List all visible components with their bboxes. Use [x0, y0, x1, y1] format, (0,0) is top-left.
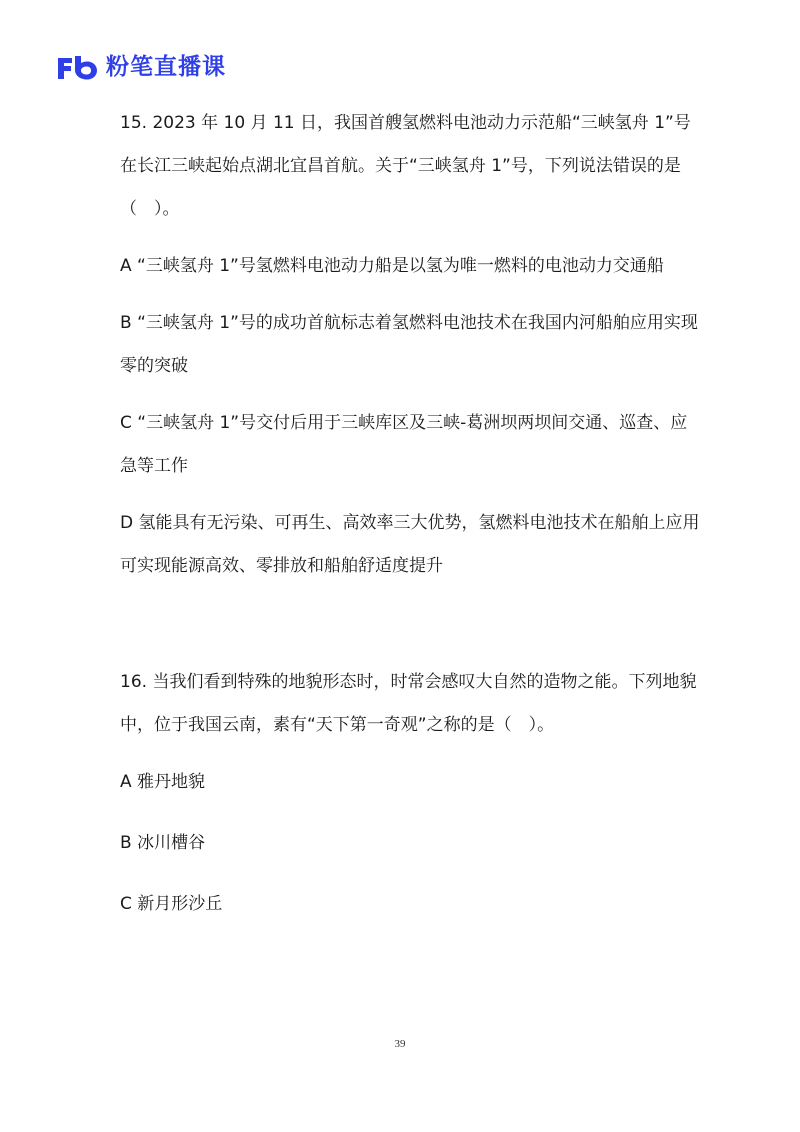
header-logo: [56, 50, 226, 84]
question-16-option-c: C 新月形沙丘: [120, 894, 223, 914]
question-16-stem: 16. 当我们看到特殊的地貌形态时，时常会感叹大自然的造物之能。下列地貌中，位于我国云南，素有“天下第一奇观”之称的是（ ）。: [120, 672, 697, 735]
question-content: [120, 102, 700, 944]
question-spacer: [120, 602, 700, 661]
page-number: 39: [394, 1038, 406, 1050]
question-15-option-c: C “三峡氢舟 1”号交付后用于三峡库区及三峡-葛洲坝两坝间交通、巡查、应急等工作: [120, 413, 688, 476]
question-15-option-b: B “三峡氢舟 1”号的成功首航标志着氢燃料电池技术在我国内河船舶应用实现零的突破: [120, 313, 698, 376]
question-16-option-b: B 冰川槽谷: [120, 833, 206, 853]
fb-logo-icon: [56, 52, 100, 82]
question-15-stem: 15. 2023 年 10 月 11 日，我国首艘氢燃料电池动力示范船“三峡氢舟 1”号在长江三峡起始点湖北宜昌首航。关于“三峡氢舟 1”号，下列说法错误的是（ ）。: [120, 113, 691, 219]
question-15-option-a: A “三峡氢舟 1”号氢燃料电池动力船是以氢为唯一燃料的电池动力交通船: [120, 256, 664, 276]
brand-name: 粉笔直播课: [106, 54, 226, 80]
question-16-option-a: A 雅丹地貌: [120, 772, 206, 792]
question-15-option-d: D 氢能具有无污染、可再生、高效率三大优势，氢燃料电池技术在船舶上应用可实现能源高效、零排放和船舶舒适度提升: [120, 513, 700, 576]
